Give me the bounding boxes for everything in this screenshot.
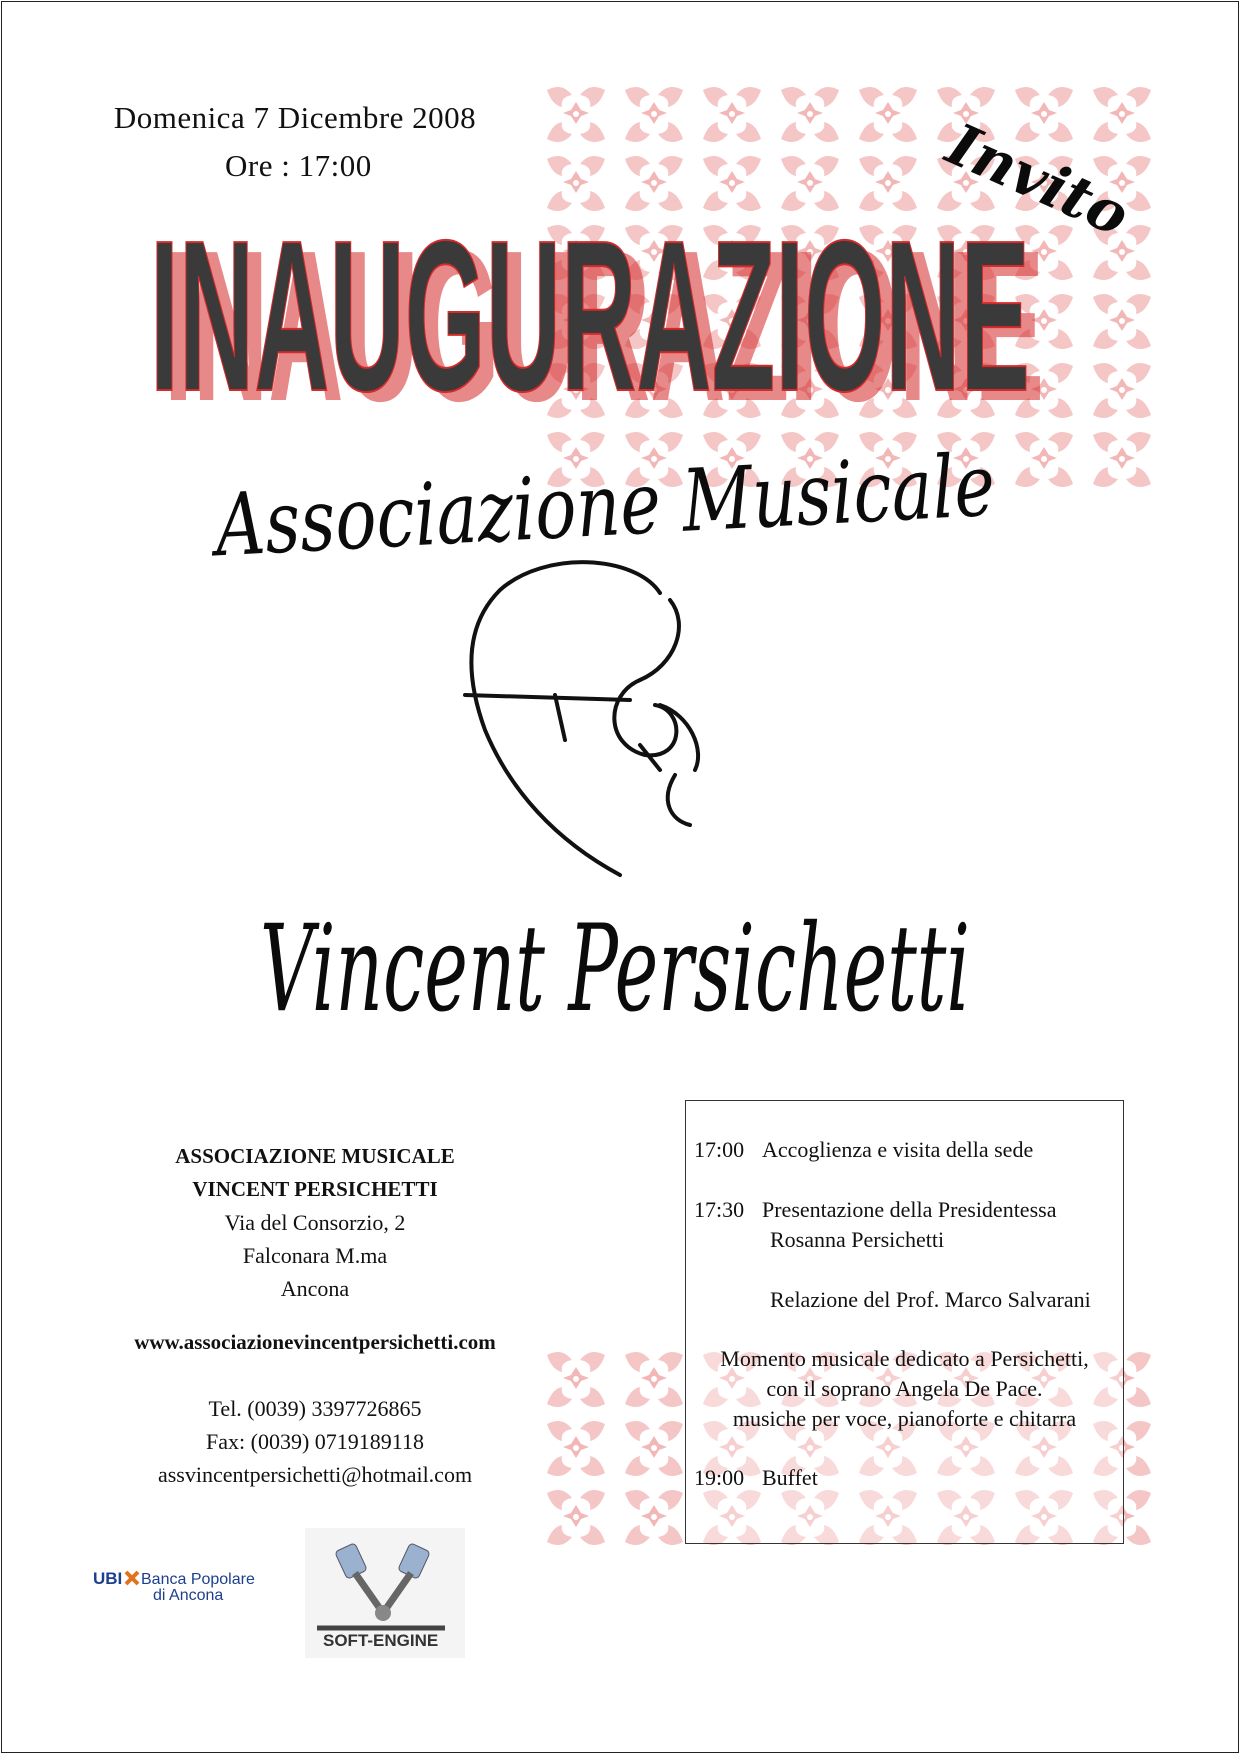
association-title	[205, 425, 1198, 577]
program-text: Presentazione della Presidentessa	[762, 1197, 1057, 1222]
vincent-persichetti-text: Vincent Persichetti	[260, 900, 970, 1039]
ubi-banca-logo	[93, 1560, 273, 1610]
ubi-name-line1: Banca Popolare	[141, 1571, 255, 1588]
main-title	[150, 195, 1055, 446]
org-name-line2: VINCENT PERSICHETTI	[192, 1177, 438, 1201]
event-date: Domenica 7 Dicembre 2008	[113, 100, 477, 135]
ubi-name-line2: di Ancona	[153, 1587, 224, 1604]
event-time: Ore : 17:00	[225, 148, 372, 183]
soft-engine-name: SOFT-ENGINE	[323, 1631, 439, 1650]
ubi-brand: UBI	[93, 1569, 123, 1588]
program-time: 19:00	[694, 1465, 745, 1490]
program-item-1	[694, 1137, 1033, 1163]
program-text: Accoglienza e visita della sede	[762, 1137, 1034, 1162]
vincent-persichetti-title	[255, 880, 975, 1050]
music-note-line3: musiche per voce, pianoforte e chitarra	[732, 1406, 1077, 1431]
email-link[interactable]: assvincentpersichetti@hotmail.com	[157, 1462, 473, 1487]
org-name-line1: ASSOCIAZIONE MUSICALE	[175, 1144, 455, 1168]
contact-block	[95, 1140, 535, 1491]
program-text: Buffet	[762, 1465, 818, 1490]
program-box	[685, 1100, 1124, 1544]
association-title-text: Associazione Musicale	[212, 425, 1198, 577]
program-item-4	[694, 1465, 818, 1491]
persichetti-signature-drawing	[455, 555, 795, 895]
music-note-line1: Momento musicale dedicato a Persichetti,	[720, 1346, 1089, 1371]
program-time: 17:30	[694, 1197, 745, 1222]
program-item-2-sub: Rosanna Persichetti	[770, 1227, 945, 1252]
address-city: Falconara M.ma	[242, 1243, 388, 1268]
music-note-line2: con il soprano Angela De Pace.	[766, 1376, 1043, 1401]
address-street: Via del Consorzio, 2	[224, 1210, 406, 1235]
program-time: 17:00	[694, 1137, 745, 1162]
website-link[interactable]: www.associazionevincentpersichetti.com	[134, 1330, 496, 1354]
soft-engine-logo	[305, 1528, 465, 1658]
address-province: Ancona	[280, 1276, 350, 1301]
fax: Fax: (0039) 0719189118	[206, 1429, 424, 1454]
program-item-2	[694, 1197, 1056, 1223]
main-title-shadow: INAUGURAZIONE	[164, 205, 1044, 446]
program-item-3: Relazione del Prof. Marco Salvarani	[770, 1287, 1091, 1312]
telephone: Tel. (0039) 3397726865	[208, 1396, 422, 1421]
invito-label: Invito	[937, 110, 1140, 250]
main-title-text: INAUGURAZIONE	[150, 195, 1030, 436]
